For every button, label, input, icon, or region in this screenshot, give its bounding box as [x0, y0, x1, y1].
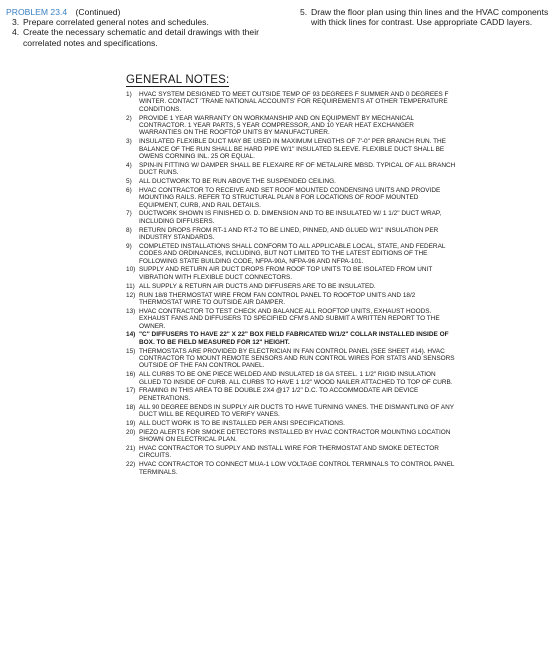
note-number: 11): [126, 282, 135, 290]
general-note-item: [126, 445, 456, 460]
general-note-item: [126, 138, 456, 160]
note-text: SUPPLY AND RETURN AIR DUCT DROPS FROM ROOF TOP UNITS TO BE ISOLATED FROM UNIT VIBRATION WITH FLEXIBLE DUCT CONNECTORS.: [139, 266, 433, 281]
note-number: 10): [126, 266, 136, 274]
note-text: HVAC CONTRACTOR TO CONNECT MUA-1 LOW VOLTAGE CONTROL TERMINALS TO CONTROL PANEL TERMINALS.: [139, 461, 455, 476]
note-number: 16): [126, 371, 136, 379]
general-note-item: [126, 243, 456, 265]
general-notes-list: [126, 91, 456, 476]
step-item: [12, 27, 291, 47]
general-note-item: [126, 308, 456, 330]
general-notes: [126, 70, 456, 478]
note-text: ALL CURBS TO BE ONE PIECE WELDED AND INSULATED 18 GA STEEL. 1 1/2" RIGID INSULATION GLUED TO INSIDE OF CURB. ALL CURBS TO HAVE 1 1/2" WOOD NAILER ATTACHED TO TOP OF CURB.: [139, 371, 453, 386]
general-note-item: [126, 292, 456, 307]
note-text: ALL DUCT WORK IS TO BE INSTALLED PER ANSI SPECIFICATIONS.: [139, 419, 345, 427]
note-number: 5): [126, 177, 132, 185]
general-note-item: [126, 461, 456, 476]
step-text: Prepare correlated general notes and schedules.: [23, 17, 209, 28]
note-number: 13): [126, 307, 136, 315]
note-text: INSULATED FLEXIBLE DUCT MAY BE USED IN MAXIMUM LENGTHS OF 7'-0" PER BRANCH RUN. THE BALANCE OF THE RUN SHALL BE HARD PIPE W/1" INSULATED SLEEVE. FLEXIBLE DUCT SHALL BE OWENS CORNING INL. 25 OR EQUAL.: [139, 138, 446, 160]
note-number: 14): [126, 331, 136, 339]
note-number: 21): [126, 445, 136, 453]
note-text: COMPLETED INSTALLATIONS SHALL CONFORM TO ALL APPLICABLE LOCAL, STATE, AND FEDERAL CODES AND ORDINANCES, INCLUDING, BUT NOT LIMITED TO THE LATEST EDITIONS OF THE FOLLOWING STATE BUILDING CODE, NFPA-90A, NFPA-96 AND NFPA-101.: [139, 242, 446, 265]
general-note-item: [126, 283, 456, 290]
note-number: 4): [126, 161, 132, 169]
problem-header: [6, 7, 291, 17]
general-notes-title: GENERAL NOTES:: [126, 74, 230, 86]
step-item: [300, 7, 552, 27]
note-text: "C" DIFFUSERS TO HAVE 22" X 22" BOX FIELD FABRICATED W/1/2" COLLAR INSTALLED INSIDE OF BOX. TO BE FIELD MEASURED FOR 12" HEIGHT.: [139, 331, 449, 346]
note-text: HVAC CONTRACTOR TO SUPPLY AND INSTALL WIRE FOR THERMOSTAT AND SMOKE DETECTOR CIRCUITS.: [139, 445, 439, 460]
general-note-item: [126, 115, 456, 137]
general-note-item: [126, 404, 456, 419]
note-text: THERMOSTATS ARE PROVIDED BY ELECTRICIAN IN FAN CONTROL PANEL (SEE SHEET #14). HVAC CONTRACTOR TO MOUNT REMOTE SENSORS AND RUN CONTROL WIRES FOR STATS AND SENSORS OUTSIDE OF THE FAN CONTROL PANEL.: [139, 347, 455, 370]
note-text: ALL DUCTWORK TO BE RUN ABOVE THE SUSPENDED CEILING.: [139, 177, 336, 185]
note-text: ALL SUPPLY & RETURN AIR DUCTS AND DIFFUSERS ARE TO BE INSULATED.: [139, 282, 376, 290]
general-note-item: [126, 187, 456, 209]
note-number: 8): [126, 226, 132, 234]
general-note-item: [126, 371, 456, 386]
step-number: 5.: [300, 7, 308, 17]
note-number: 6): [126, 186, 132, 194]
general-note-item: [126, 227, 456, 242]
note-number: 12): [126, 291, 136, 299]
note-number: 19): [126, 419, 136, 427]
note-number: 9): [126, 242, 132, 250]
note-number: 20): [126, 428, 136, 436]
note-text: ALL 90 DEGREE BENDS IN SUPPLY AIR DUCTS TO HAVE TURNING VANES. THE DISMANTLING OF ANY DUCT WILL BE REQUIRED TO VERIFY VANES.: [139, 403, 454, 419]
step-text: Create the necessary schematic and detail drawings with their correlated notes and specifications.: [23, 27, 259, 48]
note-text: RUN 18/8 THERMOSTAT WIRE FROM FAN CONTROL PANEL TO ROOFTOP UNITS AND 18/2 THERMOSTAT WIRE TO OUTSIDE AIR DAMPER.: [139, 291, 416, 306]
note-text: HVAC CONTRACTOR TO RECEIVE AND SET ROOF MOUNTED CONDENSING UNITS AND PROVIDE MOUNTING RAILS. REFER TO STRUCTURAL PLAN 8 FOR LOCATIONS OF ROOF MOUNTED EQUIPMENT, CURB, AND RAIL DETAILS.: [139, 186, 441, 209]
continued-label: (Continued): [75, 7, 121, 17]
general-note-item: [126, 178, 456, 185]
note-text: SPIN-IN FITTING W/ DAMPER SHALL BE FLEXAIRE RF OF METALAIRE MBSD. TYPICAL OF ALL BRANCH DUCT RUNS.: [139, 161, 456, 177]
general-note-item: [126, 387, 456, 402]
general-note-item: [126, 429, 456, 444]
general-note-item: [126, 210, 456, 225]
note-number: 18): [126, 403, 136, 411]
note-text: HVAC SYSTEM DESIGNED TO MEET OUTSIDE TEMP OF 93 DEGREES F SUMMER AND 0 DEGREES F WINTER. CONTACT 'TRANE NATIONAL ACCOUNTS' FOR REQUIREMENTS AT OTHER TEMPERATURE CONDITIONS.: [139, 91, 449, 113]
general-note-item: [126, 420, 456, 427]
note-number: 22): [126, 461, 136, 469]
note-number: 3): [126, 138, 132, 146]
general-note-item: [126, 91, 456, 113]
problem-label: PROBLEM 23.4: [6, 7, 68, 17]
note-text: DUCTWORK SHOWN IS FINISHED O. D. DIMENSION AND TO BE INSULATED W/ 1 1/2" DUCT WRAP, INCLUDING DIFFUSERS.: [139, 210, 442, 225]
note-text: PIEZO ALERTS FOR SMOKE DETECTORS INSTALLED BY HVAC CONTRACTOR MOUNTING LOCATION SHOWN ON ELECTRICAL PLAN.: [139, 428, 451, 444]
note-number: 15): [126, 347, 136, 355]
step-text: Draw the floor plan using thin lines and the HVAC components with thick lines for contrast. Use appropriate CADD layers.: [311, 7, 549, 28]
note-number: 17): [126, 387, 136, 395]
problem-steps-left: [6, 7, 291, 48]
note-number: 1): [126, 91, 132, 98]
step-item: [12, 17, 291, 27]
step-number: 4.: [12, 27, 20, 38]
problem-steps-right: [300, 7, 552, 27]
note-number: 2): [126, 114, 132, 122]
general-note-item: [126, 331, 456, 346]
note-text: PROVIDE 1 YEAR WARRANTY ON WORKMANSHIP AND ON EQUIPMENT BY MECHANICAL CONTRACTOR. 1 YEAR PARTS, 5 YEAR COMPRESSOR, AND 10 YEAR HEAT EXCHANGER WARRANTIES ON THE ROOFTOP UNITS BY MANUFACTURER.: [139, 114, 414, 137]
general-note-item: [126, 266, 456, 281]
note-text: HVAC CONTRACTOR TO TEST CHECK AND BALANCE ALL ROOFTOP UNITS, EXHAUST HOODS. EXHAUST FANS AND DIFFUSERS TO SPECIFIED CFM'S AND SUBMIT A WRITTEN REPORT TO THE OWNER.: [139, 307, 440, 330]
note-number: 7): [126, 210, 132, 218]
note-text: FRAMING IN THIS AREA TO BE DOUBLE 2X4 @17 1/2" D.C. TO ACCOMMODATE AIR DEVICE PENETRATIONS.: [139, 387, 419, 402]
note-text: RETURN DROPS FROM RT-1 AND RT-2 TO BE LINED, PINNED, AND GLUED W/1" INSULATION PER INDUSTRY STANDARDS.: [139, 226, 439, 242]
general-note-item: [126, 162, 456, 177]
general-note-item: [126, 348, 456, 370]
step-number: 3.: [12, 17, 20, 28]
